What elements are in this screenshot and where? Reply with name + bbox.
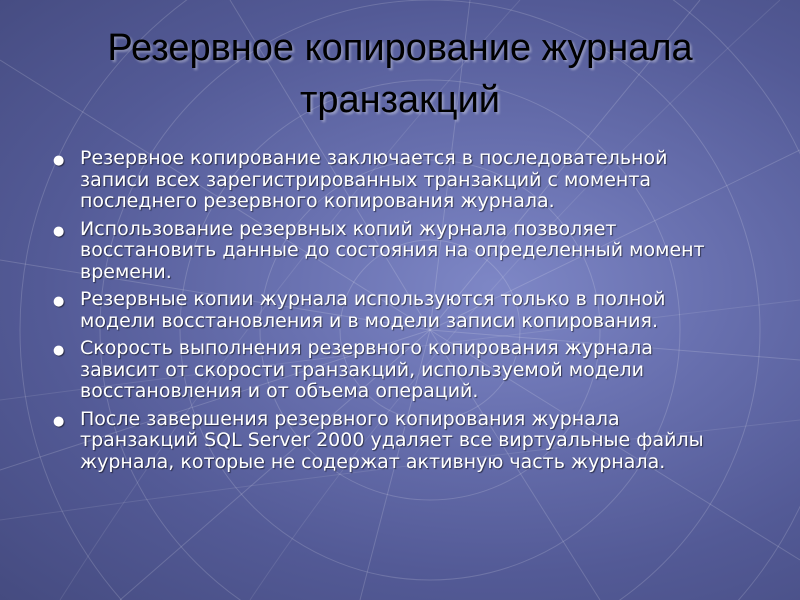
bullet-icon: ● bbox=[53, 153, 65, 168]
bullet-text: Использование резервных копий журнала позволяет восстановить данные до состояния на определенный момент времени. bbox=[80, 217, 705, 283]
slide-title: Резервное копирование журнала транзакций bbox=[107, 27, 693, 121]
bullet-icon: ● bbox=[53, 223, 65, 239]
bullet-text: Резервные копии журнала используются только в полной модели восстановления и в модели записи копирования. bbox=[80, 288, 666, 332]
bullet-text: Резервное копирование заключается в последовательной записи всех зарегистрированных транзакций с момента последнего резервного копирования журнала. bbox=[80, 147, 668, 212]
bullet-item bbox=[50, 219, 730, 284]
bullet-text: Скорость выполнения резервного копирования журнала зависит от скорости транзакций, используемой модели восстановления и от объема операций. bbox=[80, 337, 653, 402]
bullet-item bbox=[50, 148, 730, 213]
bullet-icon: ● bbox=[53, 294, 65, 309]
bullet-list bbox=[50, 148, 730, 479]
bullet-icon: ● bbox=[53, 413, 65, 429]
bullet-text: После завершения резервного копирования журнала транзакций SQL Server 2000 удаляет все виртуальные файлы журнала, которые не содержат активную часть журнала. bbox=[80, 407, 704, 473]
bullet-item bbox=[50, 409, 730, 474]
bullet-item bbox=[50, 289, 730, 332]
bullet-item bbox=[50, 338, 730, 403]
bullet-icon: ● bbox=[53, 343, 65, 358]
